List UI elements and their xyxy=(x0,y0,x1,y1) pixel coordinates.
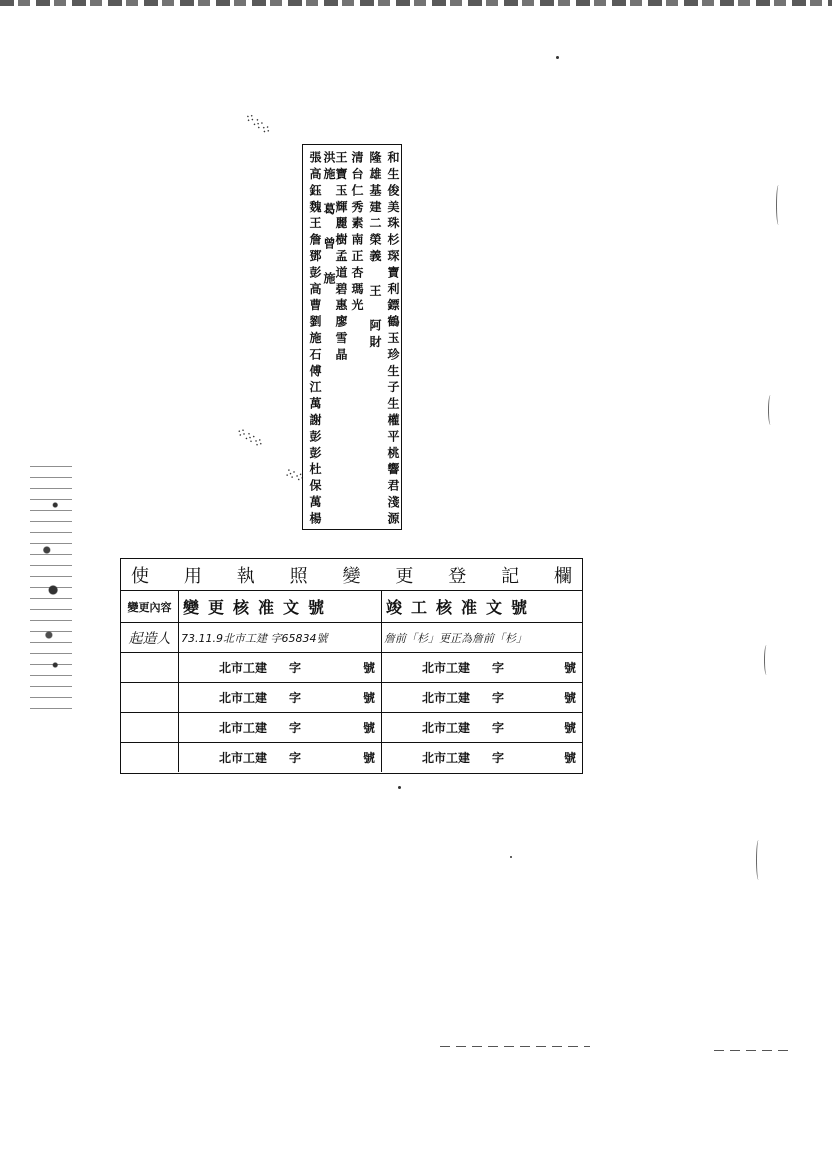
row-completion-approval: 北市工建 字 號 xyxy=(422,661,576,675)
register-title-char: 記 xyxy=(501,565,520,587)
scan-blot: ⁘⁙⁘ xyxy=(240,109,274,139)
register-title-char: 變 xyxy=(342,565,361,587)
row-change-content xyxy=(121,743,179,772)
register-title-char: 用 xyxy=(183,565,202,587)
name-list-column-1: 和生俊美珠杉琛寶利鏢鶴玉珍生子生權平桃響君淺源 xyxy=(386,151,400,529)
header-change-approval: 變更核准文號 xyxy=(179,591,382,622)
row-change-approval: 北市工建 字 號 xyxy=(179,653,382,682)
row-change-approval: 北市工建 字 號 xyxy=(179,743,382,772)
register-title-char: 使 xyxy=(131,565,149,587)
table-row xyxy=(121,713,582,743)
scan-bottom-dash xyxy=(440,1046,590,1047)
row-completion-approval: 北市工建 字 號 xyxy=(422,751,576,765)
scan-bottom-dash xyxy=(714,1050,794,1051)
scan-right-mark xyxy=(776,185,781,225)
row-completion-approval: 北市工建 字 號 xyxy=(422,691,576,705)
name-list-box xyxy=(302,144,402,530)
scan-speck xyxy=(556,56,559,59)
table-row xyxy=(121,653,582,683)
name-list-column-3: 清台仁秀素南正杏瑪光 xyxy=(350,151,364,315)
row-completion-approval: 詹前「杉」更正為詹前「杉」 xyxy=(384,631,527,645)
scan-right-mark xyxy=(756,840,761,880)
register-title-char: 欄 xyxy=(554,565,572,587)
scan-right-mark xyxy=(764,645,769,675)
scan-blot: ⁘⁙⁘ xyxy=(231,423,266,453)
scan-right-mark xyxy=(768,395,773,425)
register-title-char: 執 xyxy=(236,565,255,587)
scan-top-edge xyxy=(0,0,832,6)
row-change-content xyxy=(121,653,179,682)
name-list-column-4: 王寶玉輝麗樹孟道碧惠廖雪晶 xyxy=(334,151,348,365)
name-list-column-6: 張高鈺魏王詹鄧彭高曹劉施石傅江萬謝彭彭杜保萬楊 xyxy=(308,151,322,529)
row-change-approval: 73.11.9北市工建 字65834號 xyxy=(179,623,382,652)
register-title-char: 登 xyxy=(448,565,467,587)
scan-left-noise xyxy=(30,460,72,710)
row-change-content xyxy=(121,683,179,712)
row-change-approval: 北市工建 字 號 xyxy=(179,683,382,712)
header-completion-approval: 竣工核准文號 xyxy=(386,598,537,617)
register-header-row xyxy=(121,591,582,623)
scan-speck xyxy=(398,786,401,789)
scan-speck xyxy=(510,856,512,858)
name-list-column-2: 隆雄基建二榮義 王 阿財 xyxy=(368,151,382,352)
header-change-content: 變更內容 xyxy=(121,591,179,622)
scan-blot: ⁙⁘ xyxy=(281,465,306,487)
row-change-approval: 北市工建 字 號 xyxy=(179,713,382,742)
table-row xyxy=(121,743,582,772)
table-row xyxy=(121,683,582,713)
register-title-char: 更 xyxy=(395,565,414,587)
name-list-column-5: 洪施 葛 曾 施 xyxy=(322,151,336,289)
row-change-content xyxy=(121,713,179,742)
row-change-content: 起造人 xyxy=(121,623,179,652)
license-change-register-table xyxy=(120,558,583,774)
register-title-char: 照 xyxy=(289,565,308,587)
row-completion-approval: 北市工建 字 號 xyxy=(422,721,576,735)
table-row xyxy=(121,623,582,653)
register-title xyxy=(121,559,582,591)
